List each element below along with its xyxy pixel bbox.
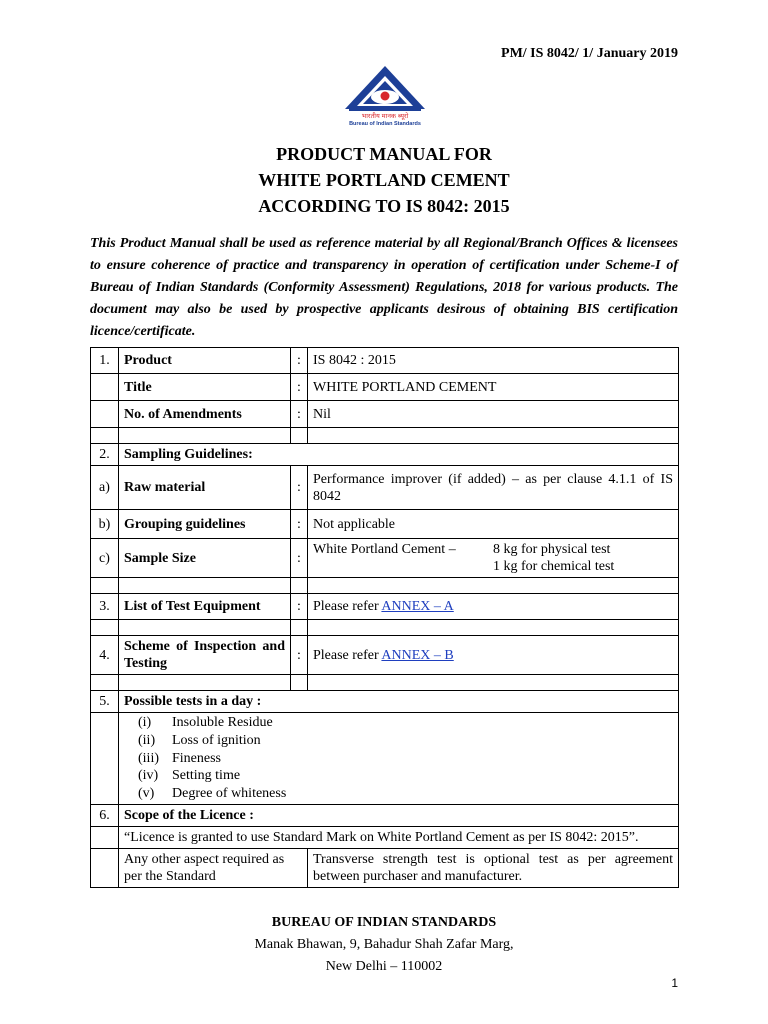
row-value: WHITE PORTLAND CEMENT — [308, 374, 679, 401]
other-aspect-value: Transverse strength test is optional test as per agreement between purchaser and manufacturer. — [308, 848, 679, 887]
table-row — [91, 713, 679, 805]
table-row — [91, 848, 679, 887]
annex-a-link[interactable]: ANNEX – A — [381, 599, 454, 614]
row-label: Title — [119, 374, 291, 401]
table-row — [91, 348, 679, 374]
section-heading: Possible tests in a day : — [119, 691, 679, 713]
other-aspect-label: Any other aspect required as per the Standard — [119, 848, 308, 887]
row-label: List of Test Equipment — [119, 594, 291, 620]
sample-chemical: 1 kg for chemical test — [493, 559, 615, 574]
row-number: 4. — [91, 636, 119, 675]
row-value: Performance improver (if added) – as per clause 4.1.1 of IS 8042 — [308, 466, 679, 510]
refer-text: Please refer — [313, 647, 382, 663]
table-row — [91, 374, 679, 401]
table-row — [91, 826, 679, 848]
sample-physical: 8 kg for physical test — [493, 542, 611, 557]
colon: : — [291, 401, 308, 428]
document-reference: PM/ IS 8042/ 1/ January 2019 — [501, 46, 678, 61]
footer-address-2: New Delhi – 110002 — [325, 959, 443, 974]
row-value: Nil — [308, 401, 679, 428]
colon: : — [291, 374, 308, 401]
row-label: Product — [119, 348, 291, 374]
annex-b-link[interactable]: ANNEX – B — [381, 647, 454, 663]
intro-paragraph: This Product Manual shall be used as reference material by all Regional/Branch Offices & licensees to ensure coherence of practice and transparency in operation of certification under Scheme-I of Bureau of Indian Standards (Conformity Assessment) Regulations, 2018 for various products. The document may also be used by prospective applicants desirous of obtaining BIS certification licence/certificate. — [90, 236, 678, 339]
list-item: (iv) Setting time — [138, 768, 241, 784]
tests-list — [124, 714, 673, 803]
row-number: 5. — [91, 691, 119, 713]
row-number: 1. — [91, 348, 119, 374]
product-details-table — [90, 347, 679, 888]
bis-logo — [339, 63, 431, 127]
document-title — [0, 141, 768, 219]
table-row — [91, 444, 679, 466]
row-number: a) — [91, 466, 119, 510]
list-item: (ii) Loss of ignition — [138, 732, 261, 748]
row-value — [308, 539, 679, 578]
footer-org: BUREAU OF INDIAN STANDARDS — [271, 915, 497, 930]
table-row-empty — [91, 675, 679, 691]
list-item: (iii) Fineness — [138, 750, 221, 766]
table-row — [91, 401, 679, 428]
colon: : — [291, 466, 308, 510]
tests-cell — [119, 713, 679, 805]
row-label: Sample Size — [119, 539, 291, 578]
row-number: 2. — [91, 444, 119, 466]
title-line-3: ACCORDING TO IS 8042: 2015 — [258, 196, 510, 216]
table-row-empty — [91, 578, 679, 594]
table-row — [91, 804, 679, 826]
row-value: Not applicable — [308, 510, 679, 539]
row-label: No. of Amendments — [119, 401, 291, 428]
logo-english-text: Bureau of Indian Standards — [349, 121, 421, 127]
sample-material: White Portland Cement – — [313, 542, 456, 557]
row-value: IS 8042 : 2015 — [308, 348, 679, 374]
table-row — [91, 691, 679, 713]
colon: : — [291, 510, 308, 539]
row-number: b) — [91, 510, 119, 539]
table-row-empty — [91, 428, 679, 444]
colon: : — [291, 348, 308, 374]
colon: : — [291, 539, 308, 578]
table-row — [91, 539, 679, 578]
row-value — [308, 594, 679, 620]
section-heading: Sampling Guidelines: — [119, 444, 679, 466]
table-row — [91, 466, 679, 510]
logo-hindi-text: भारतीय मानक ब्यूरो — [361, 112, 409, 120]
section-heading: Scope of the Licence : — [119, 804, 679, 826]
title-line-2: WHITE PORTLAND CEMENT — [258, 170, 510, 190]
scope-text: “Licence is granted to use Standard Mark on White Portland Cement as per IS 8042: 2015”. — [119, 826, 679, 848]
table-row — [91, 510, 679, 539]
list-item: (v) Degree of whiteness — [138, 786, 287, 802]
bis-logo-icon — [339, 63, 431, 127]
refer-text: Please refer — [313, 599, 382, 614]
row-number: c) — [91, 539, 119, 578]
row-number: 6. — [91, 804, 119, 826]
row-label: Raw material — [119, 466, 291, 510]
colon: : — [291, 594, 308, 620]
table-row — [91, 594, 679, 620]
table-row-empty — [91, 620, 679, 636]
row-value — [308, 636, 679, 675]
list-item: (i) Insoluble Residue — [138, 715, 273, 730]
page-number: 1 — [671, 976, 678, 990]
footer — [0, 912, 768, 978]
table-row — [91, 636, 679, 675]
row-number: 3. — [91, 594, 119, 620]
colon: : — [291, 636, 308, 675]
row-label: Scheme of Inspection and Testing — [119, 636, 291, 675]
title-line-1: PRODUCT MANUAL FOR — [276, 144, 492, 164]
row-label: Grouping guidelines — [119, 510, 291, 539]
footer-address-1: Manak Bhawan, 9, Bahadur Shah Zafar Marg, — [254, 937, 514, 952]
